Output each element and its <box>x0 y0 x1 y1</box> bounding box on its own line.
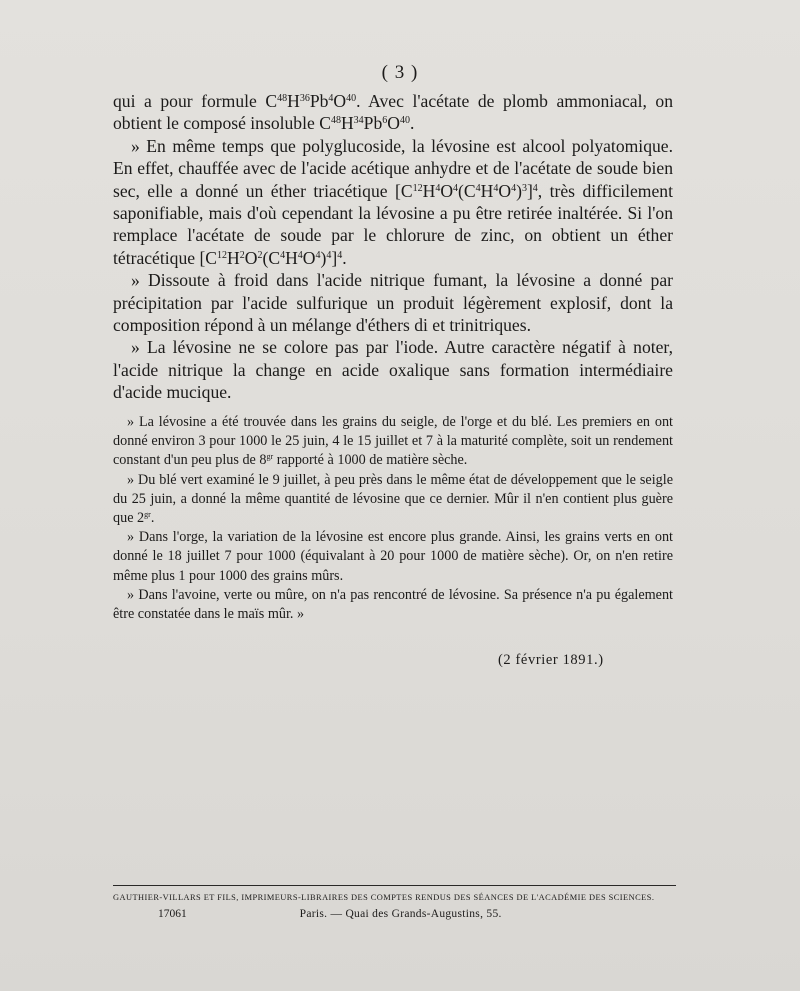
text-run: » La lévosine a été trouvée dans les grains du seigle, de l'orge et du blé. Les premiers en ont donné environ 3 pour 1000 le 25 juin, 4 le 15 juillet et 7 à la maturité complète, soit un rendement constant d'un peu plus de 8 <box>113 414 673 469</box>
text-run: » Dans l'orge, la variation de la lévosine est encore plus grande. Ainsi, les grains verts en ont donné le 18 juillet 7 pour 1000 (équivalant à 20 pour 1000 de matière sèche). Or, on n'en retire même plus 1 pour 1000 des grains mûrs. <box>113 529 673 584</box>
body-paragraph <box>113 135 673 269</box>
text-run: ] <box>331 247 338 268</box>
text-run: ) <box>320 247 327 268</box>
main-body-text <box>113 90 673 404</box>
body-paragraph <box>113 90 673 135</box>
print-code: 17061 <box>158 908 187 920</box>
publisher-line: GAUTHIER-VILLARS ET FILS, IMPRIMEURS-LIBRAIRES DES COMPTES RENDUS DES SÉANCES DE L'ACADÉMIE DES SCIENCES. <box>113 893 655 902</box>
quote-paragraph <box>113 586 673 624</box>
text-run: » La lévosine ne se colore pas par l'iode. Autre caractère négatif à noter, l'acide nitrique la change en acide oxalique sans formation intermédiaire d'acide mucique. <box>113 337 673 403</box>
superscript: 4 <box>511 182 517 194</box>
text-run: H <box>340 113 354 134</box>
superscript: 2 <box>239 249 245 261</box>
superscript: 4 <box>475 182 481 194</box>
date-line: (2 février 1891.) <box>498 652 604 668</box>
superscript: 2 <box>257 249 263 261</box>
text-run: » Dans l'avoine, verte ou mûre, on n'a pas rencontré de lévosine. Sa présence n'a pu également être constatée dans le maïs mûr. » <box>113 586 673 623</box>
text-run: » En même temps que polyglucoside, la lévosine est alcool polyatomique. En effet, chauffée avec de l'acide acétique anhydre et de l'acétate de soude bien sec, elle a donné un éther triacétique [C <box>113 135 673 201</box>
text-run: H <box>480 180 494 201</box>
text-run: (C <box>262 247 281 268</box>
superscript: 4 <box>297 249 303 261</box>
superscript: 4 <box>435 182 441 194</box>
page-number: ( 3 ) <box>381 62 419 83</box>
quoted-passage <box>113 413 673 624</box>
superscript: 12 <box>412 182 423 194</box>
text-run: ) <box>516 180 522 201</box>
superscript: gr <box>266 452 274 462</box>
superscript: 6 <box>382 115 388 127</box>
text-run: » Dissoute à froid dans l'acide nitrique fumant, la lévosine a donné par précipitation par l'acide sulfurique un produit légèrement explosif, dont la composition répond à un mélange d'éthers di et trinitriques. <box>113 270 673 336</box>
text-run: (C <box>458 180 476 201</box>
text-run: . <box>150 510 155 527</box>
footer-rule <box>113 885 676 886</box>
text-run: O <box>302 247 316 268</box>
superscript: 3 <box>521 182 527 194</box>
text-run: rapporté à 1000 de matière sèche. <box>273 452 468 469</box>
body-paragraph <box>113 269 673 336</box>
text-run: O <box>440 180 454 201</box>
superscript: 4 <box>315 249 321 261</box>
superscript: 40 <box>346 93 357 104</box>
text-run: qui a pour formule C <box>113 91 278 111</box>
superscript: 4 <box>493 182 499 194</box>
text-run: ] <box>526 180 533 201</box>
body-paragraph <box>113 336 673 403</box>
text-run: Pb <box>309 91 329 111</box>
text-run: O <box>244 247 258 268</box>
text-run: , très difficilement saponifiable, mais d'où cependant la lévosine a pu être retirée inaltérée. Si l'on remplace l'acétate de soude par le chlorure de zinc, on obtient un éther tétracétique [C <box>113 180 673 268</box>
superscript: 48 <box>330 115 341 127</box>
superscript: gr <box>144 510 151 520</box>
text-run: H <box>285 247 298 268</box>
superscript: 4 <box>280 249 286 261</box>
text-run: . Avec l'acétate de plomb ammoniacal, on obtient le composé insoluble C <box>113 91 673 134</box>
superscript: 40 <box>399 115 410 127</box>
quote-paragraph <box>113 528 673 586</box>
quote-paragraph <box>113 471 673 529</box>
quote-paragraph <box>113 413 673 471</box>
superscript: 4 <box>532 182 538 194</box>
text-run: H <box>422 180 436 201</box>
superscript: 4 <box>328 93 334 104</box>
superscript: 12 <box>217 249 228 261</box>
text-run: H <box>227 247 240 268</box>
publisher-address: Paris. — Quai des Grands-Augustins, 55. <box>299 908 502 920</box>
text-run: H <box>287 91 300 111</box>
print-info-line <box>158 908 502 920</box>
text-run: . <box>342 247 347 268</box>
text-run: O <box>333 91 347 111</box>
superscript: 4 <box>326 249 332 261</box>
text-run: » Du blé vert examiné le 9 juillet, à peu près dans le même état de développement que le seigle du 25 juin, a donné la même quantité de lévosine que ce dernier. Mûr il n'en contient plus guère que 2 <box>113 471 673 527</box>
superscript: 36 <box>299 93 310 104</box>
text-run: O <box>387 113 400 134</box>
superscript: 34 <box>353 115 364 127</box>
superscript: 48 <box>277 93 288 104</box>
text-run: Pb <box>363 113 383 134</box>
text-run: O <box>498 180 512 201</box>
superscript: 4 <box>453 182 459 194</box>
text-run: . <box>409 113 415 134</box>
superscript: 4 <box>337 249 343 261</box>
